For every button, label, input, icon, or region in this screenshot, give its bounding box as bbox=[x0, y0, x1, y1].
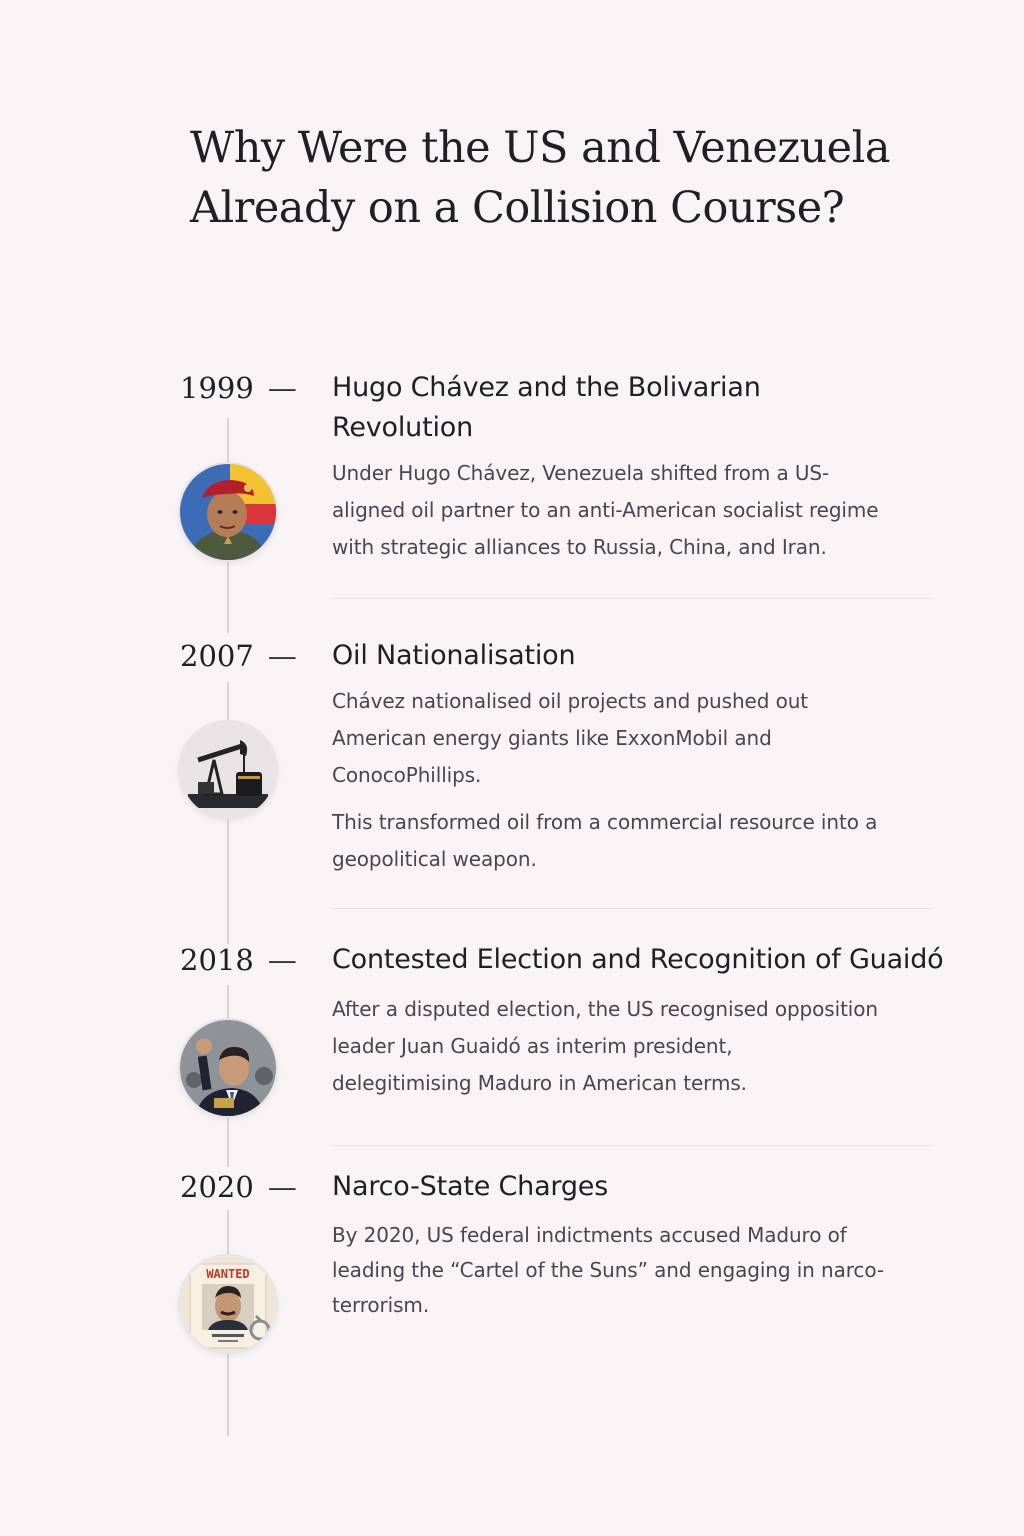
entry-description bbox=[332, 1218, 884, 1323]
entry-text-line: terrorism. bbox=[332, 1293, 430, 1317]
entry-description bbox=[332, 455, 878, 566]
page-title-line2: Already on a Collision Course? bbox=[190, 183, 845, 233]
entry-text-line: Chávez nationalised oil projects and pushed out bbox=[332, 689, 809, 713]
entry-text-line: After a disputed election, the US recognised opposition bbox=[332, 997, 878, 1021]
entry-title bbox=[332, 940, 944, 980]
entry-text-line: By 2020, US federal indictments accused Maduro of bbox=[332, 1223, 847, 1247]
timeline-line bbox=[227, 1115, 229, 1167]
timeline-year bbox=[180, 368, 320, 408]
entry-description bbox=[332, 683, 808, 794]
year-dash: — bbox=[267, 371, 297, 405]
timeline-line bbox=[227, 418, 229, 466]
timeline-line bbox=[227, 985, 229, 1019]
year-label: 2007 bbox=[180, 639, 254, 673]
section-divider bbox=[332, 598, 932, 599]
oil-pump-icon bbox=[178, 720, 278, 820]
timeline-year bbox=[180, 636, 320, 676]
timeline-line bbox=[227, 816, 229, 944]
entry-text-line: ConocoPhillips. bbox=[332, 763, 482, 787]
entry-title-line1: Narco-State Charges bbox=[332, 1171, 609, 1202]
year-dash: — bbox=[267, 943, 297, 977]
wanted-poster-icon bbox=[178, 1254, 278, 1354]
entry-text-line: delegitimising Maduro in American terms. bbox=[332, 1071, 747, 1095]
entry-text-line: leader Juan Guaidó as interim president, bbox=[332, 1034, 733, 1058]
entry-text-line: Under Hugo Chávez, Venezuela shifted from a US- bbox=[332, 461, 830, 485]
timeline-line bbox=[227, 1352, 229, 1436]
timeline-line bbox=[227, 558, 229, 633]
year-dash: — bbox=[267, 639, 297, 673]
entry-title-line1: Hugo Chávez and the Bolivarian bbox=[332, 372, 761, 403]
year-dash: — bbox=[267, 1170, 297, 1204]
timeline-line bbox=[227, 682, 229, 722]
entry-text-line: with strategic alliances to Russia, China, and Iran. bbox=[332, 535, 827, 559]
raised-fist-portrait-icon bbox=[178, 1018, 278, 1118]
section-divider bbox=[332, 908, 932, 909]
section-divider bbox=[332, 1145, 932, 1146]
entry-title-line2: Revolution bbox=[332, 412, 473, 443]
portrait-red-beret-icon bbox=[178, 462, 278, 562]
entry-title bbox=[332, 636, 575, 676]
entry-text-line: This transformed oil from a commercial resource into a bbox=[332, 810, 878, 834]
entry-text-line: leading the “Cartel of the Suns” and engaging in narco- bbox=[332, 1258, 884, 1282]
year-label: 2018 bbox=[180, 943, 254, 977]
page-title bbox=[190, 118, 970, 238]
page-title-line1: Why Were the US and Venezuela bbox=[190, 123, 891, 173]
entry-title bbox=[332, 1167, 608, 1207]
entry-description bbox=[332, 991, 878, 1102]
entry-description-extra bbox=[332, 804, 877, 878]
entry-title-line1: Contested Election and Recognition of Guaidó bbox=[332, 944, 944, 975]
timeline-year bbox=[180, 940, 320, 980]
poster-label: WANTED bbox=[206, 1267, 250, 1281]
year-label: 1999 bbox=[180, 371, 254, 405]
entry-text-line: aligned oil partner to an anti-American socialist regime bbox=[332, 498, 879, 522]
timeline-line bbox=[227, 1210, 229, 1256]
entry-text-line: American energy giants like ExxonMobil and bbox=[332, 726, 772, 750]
year-label: 2020 bbox=[180, 1170, 254, 1204]
entry-title bbox=[332, 368, 761, 448]
entry-text-line: geopolitical weapon. bbox=[332, 847, 537, 871]
timeline-year bbox=[180, 1167, 320, 1207]
entry-title-line1: Oil Nationalisation bbox=[332, 640, 576, 671]
